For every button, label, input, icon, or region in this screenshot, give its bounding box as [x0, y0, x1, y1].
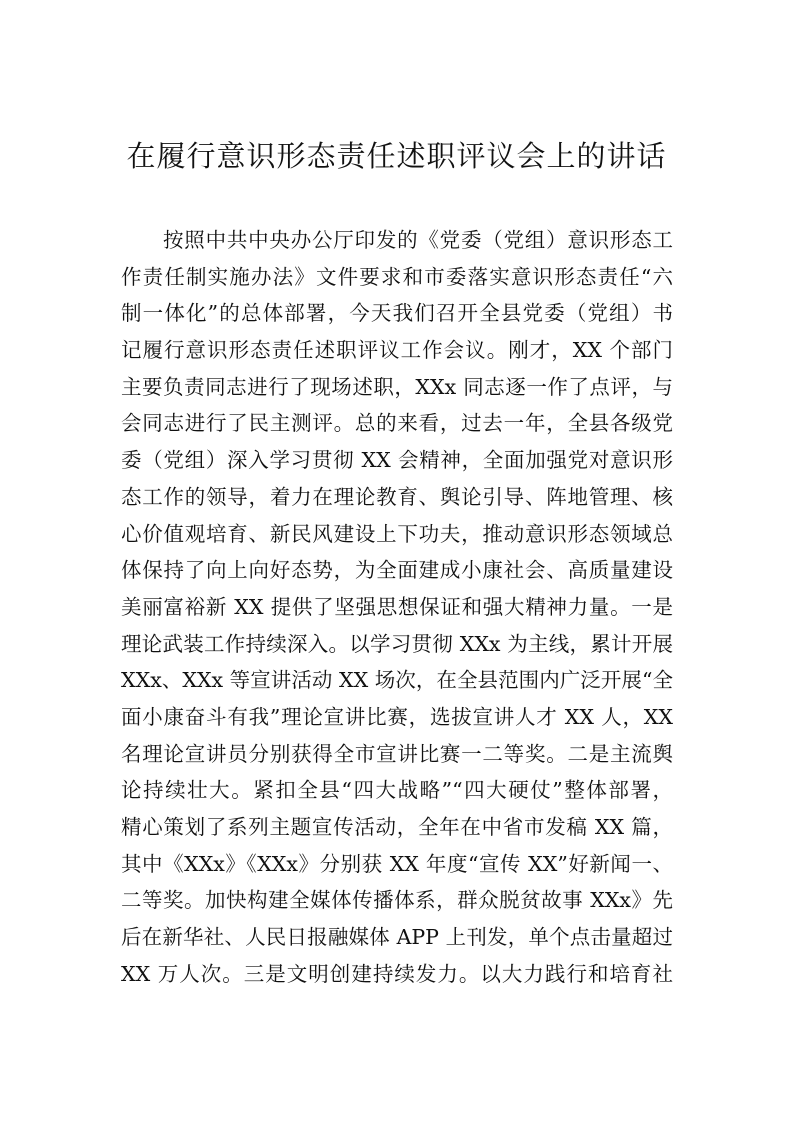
body-line: 主要负责同志进行了现场述职，XXx 同志逐一作了点评，与 — [121, 374, 673, 399]
body-line: 会同志进行了民主测评。总的来看，过去一年，全县各级党 — [121, 411, 673, 436]
body-line: 态工作的领导，着力在理论教育、舆论引导、阵地管理、核 — [121, 484, 673, 509]
body-line: 二等奖。加快构建全媒体传播体系，群众脱贫故事 XXx》先 — [121, 888, 673, 913]
body-line: 委（党组）深入学习贯彻 XX 会精神，全面加强党对意识形 — [121, 448, 673, 473]
body-line: 面小康奋斗有我”理论宣讲比赛，选拔宣讲人才 XX 人，XX — [121, 704, 673, 729]
body-line: 其中《XXx》《XXx》分别获 XX 年度“宣传 XX”好新闻一、 — [121, 851, 673, 876]
document-title: 在履行意识形态责任述职评议会上的讲话 — [126, 139, 667, 173]
body-line: 理论武装工作持续深入。以学习贯彻 XXx 为主线，累计开展 — [121, 631, 673, 656]
body-line: 后在新华社、人民日报融媒体 APP 上刊发，单个点击量超过 — [121, 925, 673, 950]
body-line: 作责任制实施办法》文件要求和市委落实意识形态责任“六 — [121, 264, 673, 289]
body-line: 制一体化”的总体部署，今天我们召开全县党委（党组）书 — [121, 301, 673, 326]
body-line: 按照中共中央办公厅印发的《党委（党组）意识形态工 — [163, 228, 673, 252]
body-line: 心价值观培育、新民风建设上下功夫，推动意识形态领域总 — [121, 521, 673, 546]
body-line: 记履行意识形态责任述职评议工作会议。刚才，XX 个部门 — [121, 338, 673, 363]
body-line: 论持续壮大。紧扣全县“四大战略”“四大硬仗”整体部署， — [121, 778, 673, 803]
body-line: 名理论宣讲员分别获得全市宣讲比赛一二等奖。二是主流舆 — [121, 741, 673, 766]
body-line: 美丽富裕新 XX 提供了坚强思想保证和强大精神力量。一是 — [121, 594, 673, 619]
body-line: XX 万人次。三是文明创建持续发力。以大力践行和培育社 — [121, 961, 673, 986]
body-line: XXx、XXx 等宣讲活动 XX 场次，在全县范围内广泛开展“全 — [121, 668, 673, 693]
document-body — [121, 222, 673, 992]
body-line: 体保持了向上向好态势，为全面建成小康社会、高质量建设 — [121, 558, 673, 583]
body-line: 精心策划了系列主题宣传活动，全年在中省市发稿 XX 篇， — [121, 815, 673, 839]
